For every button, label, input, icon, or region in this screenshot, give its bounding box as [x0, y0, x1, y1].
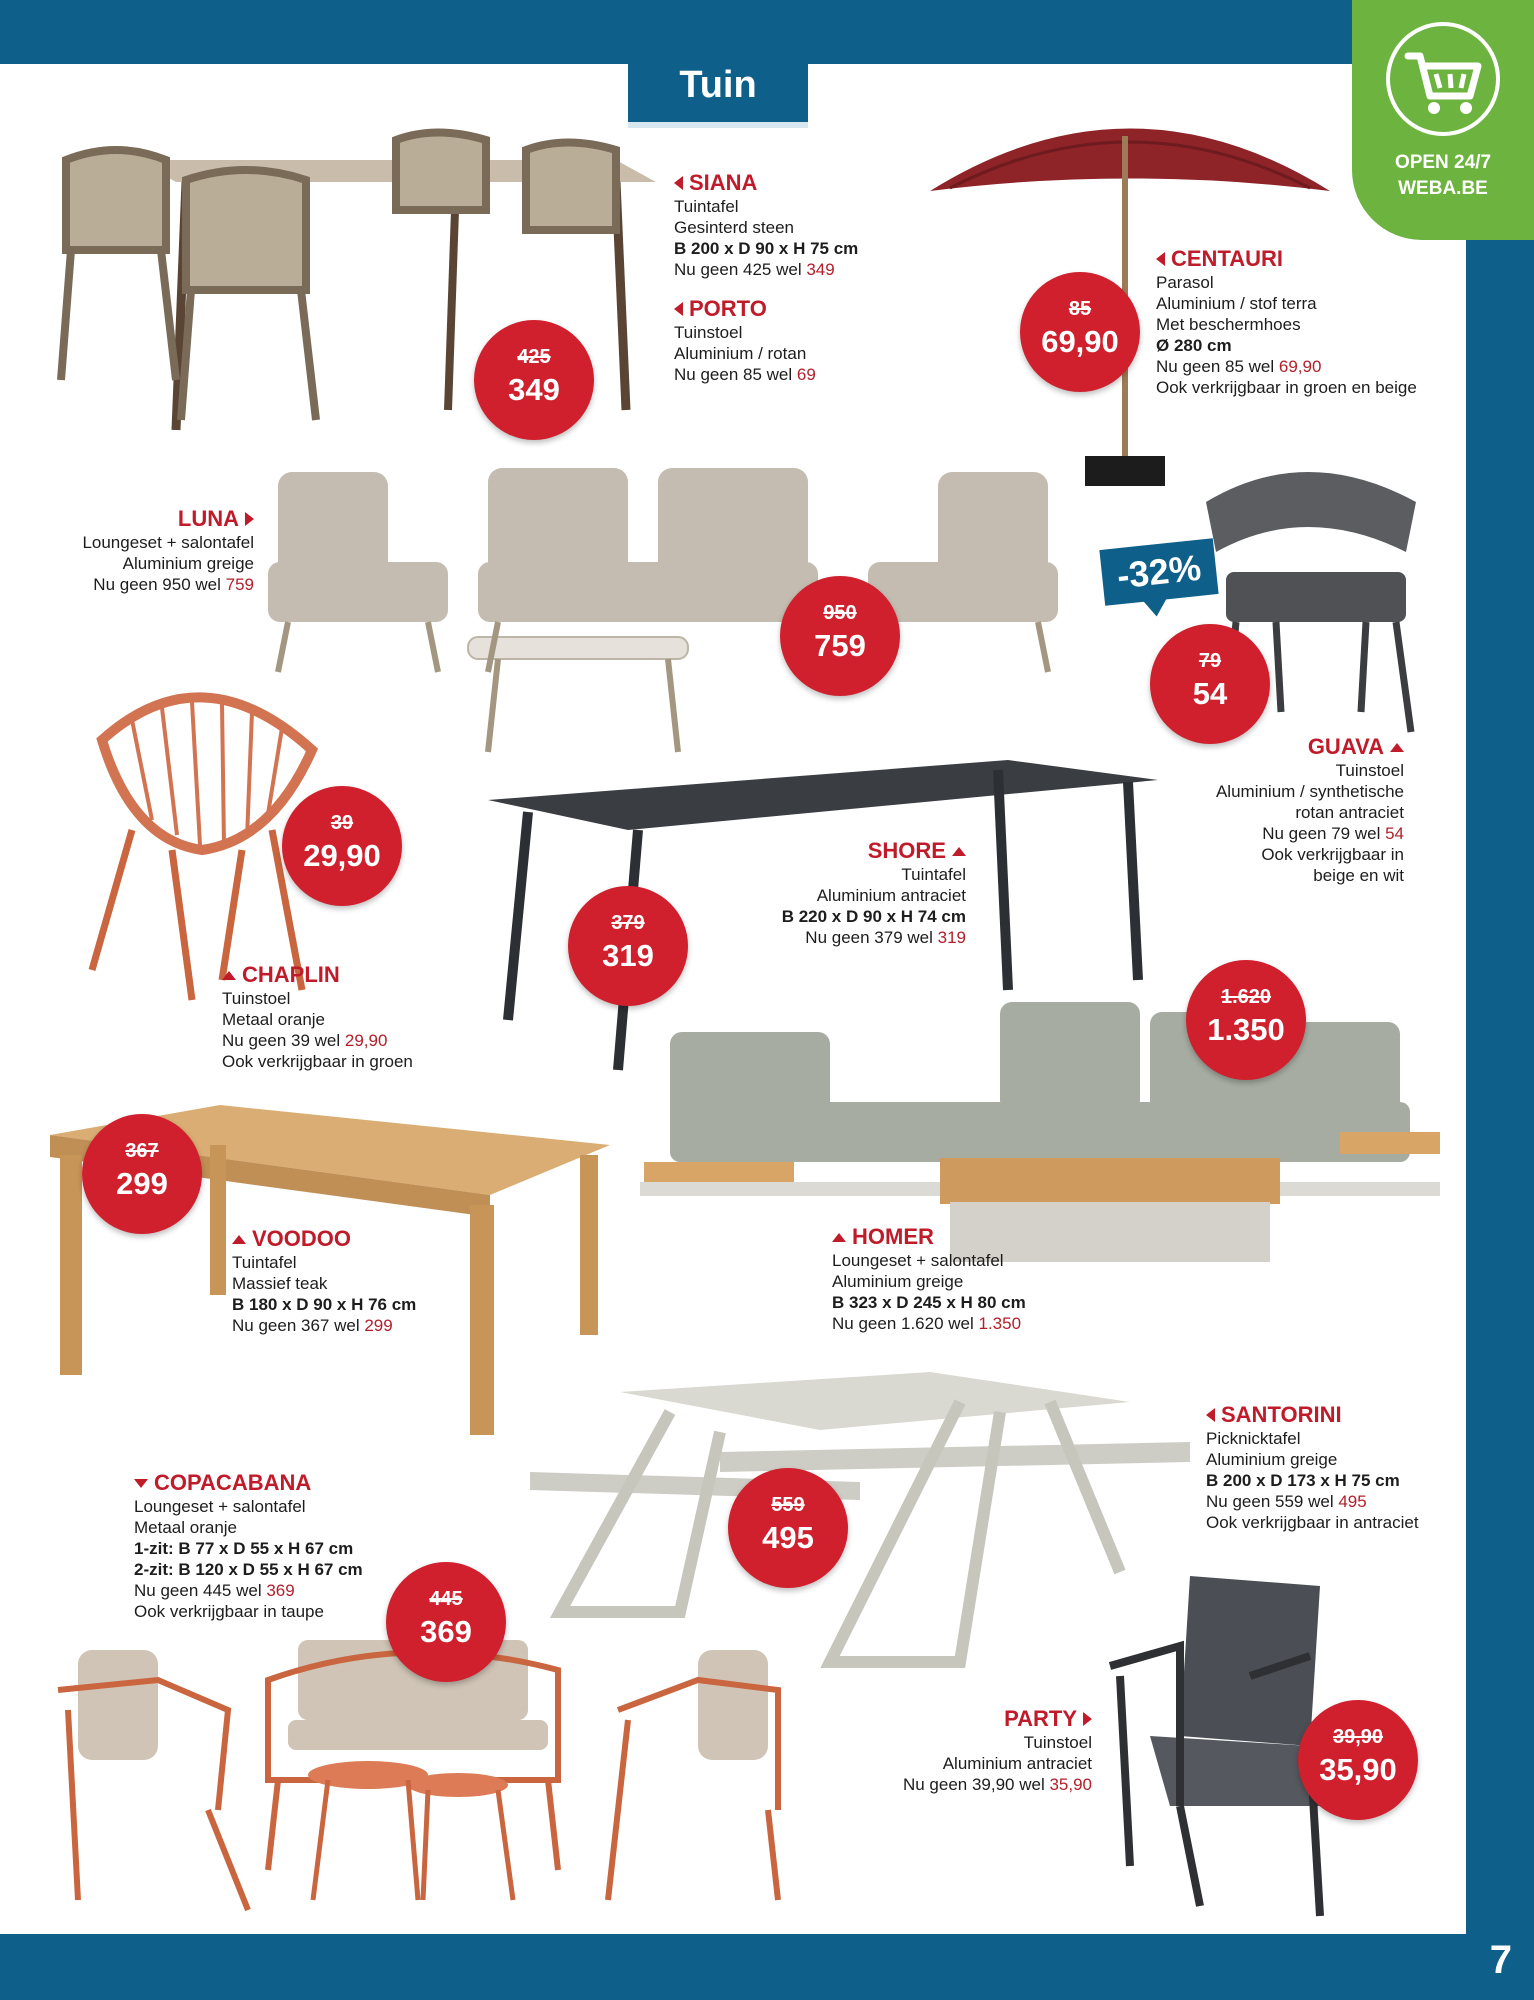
price-badge-party: 39,90 35,90 — [1298, 1700, 1418, 1820]
product-material: Aluminium / stof terra — [1156, 294, 1317, 313]
product-price-new: 54 — [1385, 824, 1404, 843]
product-name: CHAPLIN — [242, 962, 340, 987]
product-price-new: 369 — [266, 1581, 295, 1600]
product-variants: Ook verkrijgbaar in taupe — [134, 1602, 324, 1621]
product-santorini — [1206, 1402, 1456, 1533]
product-material: Aluminium greige — [1206, 1450, 1338, 1469]
product-variants: Ook verkrijgbaar in — [1261, 845, 1404, 864]
product-name: PORTO — [689, 296, 767, 321]
arrow-up-icon — [222, 971, 236, 980]
product-price-new: 35,90 — [1049, 1775, 1092, 1794]
product-type: Loungeset + salontafel — [82, 533, 254, 552]
price-badge-centauri: 85 69,90 — [1020, 272, 1140, 392]
arrow-right-icon — [245, 512, 254, 526]
product-type: Tuinstoel — [674, 323, 743, 342]
product-siana — [674, 170, 964, 280]
product-chaplin — [222, 962, 482, 1072]
product-price-line: Nu geen 85 wel 69,90 — [1156, 357, 1322, 376]
product-price-new: 299 — [364, 1316, 393, 1335]
price-badge-guava: 79 54 — [1150, 624, 1270, 744]
product-material: Aluminium greige — [122, 554, 254, 573]
arrow-up-icon — [1390, 743, 1404, 752]
arrow-down-icon — [134, 1479, 148, 1488]
product-price-line: Nu geen 367 wel 299 — [232, 1316, 393, 1335]
product-accessory: Met beschermhoes — [1156, 315, 1301, 334]
product-price-line: Nu geen 85 wel 69 — [674, 365, 816, 384]
arrow-right-icon — [1083, 1712, 1092, 1726]
product-type: Tuinstoel — [1335, 761, 1404, 780]
product-variants: Ook verkrijgbaar in antraciet — [1206, 1513, 1419, 1532]
product-price-new: 759 — [225, 575, 254, 594]
product-porto — [674, 296, 964, 385]
product-price-line: Nu geen 445 wel 369 — [134, 1581, 295, 1600]
product-voodoo — [232, 1226, 472, 1336]
product-price-new: 495 — [1338, 1492, 1367, 1511]
product-material: Aluminium / synthetische — [1215, 782, 1404, 801]
product-luna — [30, 506, 254, 595]
product-price-new: 349 — [806, 260, 835, 279]
product-name: SHORE — [867, 838, 946, 863]
product-name: COPACABANA — [154, 1470, 312, 1495]
product-price-line: Nu geen 559 wel 495 — [1206, 1492, 1367, 1511]
product-dimensions: B 323 x D 245 x H 80 cm — [832, 1293, 1026, 1312]
product-material: Metaal oranje — [222, 1010, 326, 1029]
product-price-line: Nu geen 79 wel 54 — [1262, 824, 1404, 843]
product-price-line: Nu geen 1.620 wel 1.350 — [832, 1314, 1022, 1333]
product-type: Tuinstoel — [222, 989, 291, 1008]
arrow-left-icon — [1156, 252, 1165, 266]
price-badge-copacabana: 445 369 — [386, 1562, 506, 1682]
product-name: LUNA — [177, 506, 239, 531]
product-price-new: 1.350 — [978, 1314, 1022, 1333]
price-badge-homer: 1.620 1.350 — [1186, 960, 1306, 1080]
product-price-new: 29,90 — [344, 1031, 388, 1050]
product-party — [860, 1706, 1092, 1795]
product-type: Tuintafel — [901, 865, 966, 884]
price-badge-luna: 950 759 — [780, 576, 900, 696]
product-price-line: Nu geen 379 wel 319 — [805, 928, 966, 947]
product-variants: Ook verkrijgbaar in groen — [222, 1052, 413, 1071]
arrow-up-icon — [832, 1233, 846, 1242]
price-badge-voodoo: 367 299 — [82, 1114, 202, 1234]
price-badge-siana: 425 349 — [474, 320, 594, 440]
cart-icon — [1386, 22, 1500, 136]
product-price-line: Nu geen 39 wel 29,90 — [222, 1031, 388, 1050]
product-material: Aluminium antraciet — [816, 886, 966, 905]
section-tab[interactable]: Tuin — [628, 56, 808, 128]
webshop-badge[interactable] — [1352, 0, 1534, 240]
product-type: Picknicktafel — [1206, 1429, 1301, 1448]
product-material-2: rotan antraciet — [1295, 803, 1404, 822]
product-material: Massief teak — [232, 1274, 328, 1293]
discount-badge-guava: -32% — [1099, 538, 1218, 606]
price-badge-chaplin: 39 29,90 — [282, 786, 402, 906]
product-dimensions: B 180 x D 90 x H 76 cm — [232, 1295, 417, 1314]
product-material: Aluminium / rotan — [674, 344, 807, 363]
product-type: Tuinstoel — [1023, 1733, 1092, 1752]
arrow-up-icon — [952, 847, 966, 856]
product-price-new: 69 — [796, 365, 816, 384]
product-variants-2: beige en wit — [1313, 866, 1404, 885]
product-type: Tuintafel — [674, 197, 739, 216]
product-type: Loungeset + salontafel — [832, 1251, 1004, 1270]
luna-image — [268, 462, 1068, 762]
arrow-up-icon — [232, 1235, 246, 1244]
arrow-left-icon — [674, 302, 683, 316]
product-name: VOODOO — [252, 1226, 352, 1251]
product-price-new: 319 — [937, 928, 966, 947]
product-copacabana — [134, 1470, 394, 1622]
product-type: Parasol — [1156, 273, 1214, 292]
product-variants: Ook verkrijgbaar in groen en beige — [1156, 378, 1417, 397]
footer-bar — [0, 1934, 1534, 2000]
product-guava — [1120, 734, 1404, 886]
product-dimensions: B 200 x D 173 x H 75 cm — [1206, 1471, 1400, 1490]
product-dimensions: Ø 280 cm — [1156, 336, 1232, 355]
product-dimensions: B 220 x D 90 x H 74 cm — [781, 907, 966, 926]
product-material: Aluminium antraciet — [942, 1754, 1092, 1773]
product-name: SIANA — [689, 170, 758, 195]
product-name: GUAVA — [1307, 734, 1384, 759]
product-dimensions: B 200 x D 90 x H 75 cm — [674, 239, 859, 258]
arrow-left-icon — [1206, 1408, 1215, 1422]
product-homer — [832, 1224, 1092, 1334]
product-price-new: 69,90 — [1278, 357, 1322, 376]
product-name: HOMER — [852, 1224, 934, 1249]
price-badge-shore: 379 319 — [568, 886, 688, 1006]
product-name: PARTY — [1004, 1706, 1077, 1731]
product-centauri — [1156, 246, 1456, 398]
product-name: CENTAURI — [1171, 246, 1284, 271]
product-dimensions-2: 2-zit: B 120 x D 55 x H 67 cm — [134, 1560, 363, 1579]
product-price-line: Nu geen 39,90 wel 35,90 — [902, 1775, 1092, 1794]
badge-url-text: WEBA.BE — [1398, 178, 1488, 199]
page-number: 7 — [1489, 1938, 1512, 1982]
product-shore — [740, 838, 966, 948]
product-type: Loungeset + salontafel — [134, 1497, 306, 1516]
product-price-line: Nu geen 425 wel 349 — [674, 260, 835, 279]
product-type: Tuintafel — [232, 1253, 297, 1272]
product-material: Gesinterd steen — [674, 218, 795, 237]
product-material: Aluminium greige — [832, 1272, 964, 1291]
price-badge-santorini: 559 495 — [728, 1468, 848, 1588]
arrow-left-icon — [674, 176, 683, 190]
product-material: Metaal oranje — [134, 1518, 238, 1537]
product-dimensions-1: 1-zit: B 77 x D 55 x H 67 cm — [134, 1539, 354, 1558]
product-price-line: Nu geen 950 wel 759 — [93, 575, 254, 594]
badge-open-text: OPEN 24/7 — [1394, 152, 1492, 173]
product-name: SANTORINI — [1221, 1402, 1342, 1427]
